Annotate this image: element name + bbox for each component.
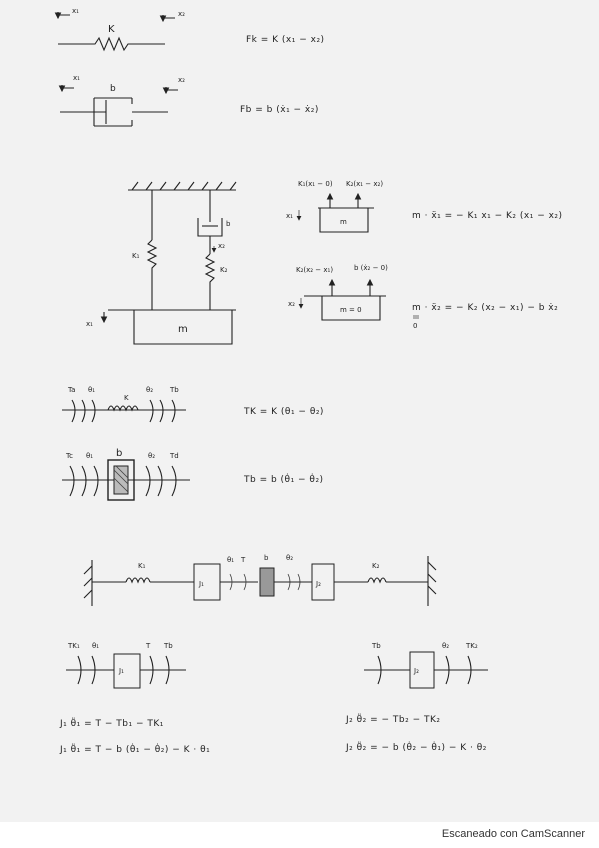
equation-mass-2: m · ẍ₂ = − K₂ (x₂ − x₁) − b ẋ₂ bbox=[412, 303, 559, 313]
damper-x2-label: x₂ bbox=[178, 76, 185, 84]
j1-label: J₁ bbox=[119, 667, 124, 675]
spring-x2-label: x₂ bbox=[178, 10, 185, 18]
damper-b-label: b bbox=[110, 84, 116, 94]
spring-k1-icon bbox=[126, 578, 150, 582]
ceiling-icon bbox=[128, 182, 236, 190]
inertia-j1 bbox=[194, 564, 220, 600]
mass-block bbox=[108, 310, 236, 344]
tb-label: Tb bbox=[164, 642, 173, 650]
b-label: b bbox=[226, 220, 231, 228]
right-wall-icon bbox=[428, 556, 436, 606]
scanner-footer bbox=[0, 822, 599, 848]
spring-k-label: K bbox=[108, 24, 115, 35]
theta2-label: θ₂ bbox=[442, 642, 450, 650]
x1-label: x₁ bbox=[86, 320, 93, 328]
tb-label: Tb bbox=[372, 642, 381, 650]
theta2-label: θ₂ bbox=[146, 386, 154, 394]
fbd2-x2: x₂ bbox=[288, 300, 295, 308]
td-label: Td bbox=[170, 452, 179, 460]
equation-mass-1: m · ẍ₁ = − K₁ x₁ − K₂ (x₁ − x₂) bbox=[412, 211, 563, 221]
theta1-label: θ₁ bbox=[88, 386, 96, 394]
spring-x1-label: x₁ bbox=[72, 7, 79, 15]
j2-label: J₂ bbox=[414, 667, 419, 675]
fbd1-x1: x₁ bbox=[286, 212, 293, 220]
theta2-label: θ₂ bbox=[148, 452, 156, 460]
theta1-label: θ₁ bbox=[86, 452, 94, 460]
k1-label: K₁ bbox=[138, 562, 146, 570]
b-label: b bbox=[116, 448, 123, 459]
fbd2-force-right: b (ẋ₂ − 0) bbox=[354, 264, 388, 272]
mass-system bbox=[86, 180, 563, 344]
theta2-label: θ₂ bbox=[286, 554, 294, 562]
k2-label: K₂ bbox=[372, 562, 380, 570]
j2-equation-2: J₂ θ̈₂ = − b (θ̇₂ − θ̇₁) − K · θ₂ bbox=[346, 743, 487, 753]
m-label: m bbox=[178, 324, 188, 335]
spring-k2-icon bbox=[368, 578, 386, 582]
torsion-spring-icon bbox=[108, 406, 138, 410]
theta1-label: θ₁ bbox=[92, 642, 100, 650]
tb-label: Tb bbox=[170, 386, 179, 394]
spring-k1-icon bbox=[148, 240, 156, 310]
x2-label: x₂ bbox=[218, 242, 225, 250]
fbd-j2 bbox=[345, 642, 488, 753]
scanner-watermark: Escaneado con CamScanner bbox=[441, 828, 585, 840]
t-label: T bbox=[146, 642, 151, 650]
ta-label: Ta bbox=[68, 386, 76, 394]
damper-icon bbox=[260, 568, 274, 596]
j2-equation-1: J₂ θ̈₂ = − Tb₂ − TK₂ bbox=[346, 715, 441, 725]
spring-equation: Fk = K (x₁ − x₂) bbox=[246, 35, 325, 45]
torsion-spring-equation: TK = K (θ₁ − θ₂) bbox=[244, 407, 324, 417]
t-label: T bbox=[241, 556, 246, 564]
tk1-label: TK₁ bbox=[68, 642, 80, 650]
spring-element bbox=[58, 7, 325, 50]
left-wall-icon bbox=[84, 560, 92, 606]
b-label: b bbox=[264, 554, 269, 562]
torsion-damper-equation: Tb = b (θ̇₁ − θ̇₂) bbox=[244, 475, 324, 485]
tk2-label: TK₂ bbox=[466, 642, 478, 650]
spring-icon bbox=[58, 38, 165, 50]
j1-label: J₁ bbox=[199, 580, 204, 588]
fbd1-force-right: K₂(x₁ − x₂) bbox=[346, 180, 384, 188]
torsion-damper bbox=[62, 448, 324, 500]
j1-equation-2: J₁ θ̈₁ = T − b (θ̇₁ − θ̇₂) − K · θ₁ bbox=[60, 745, 211, 755]
equation-mass-2-zero: 0 bbox=[413, 322, 418, 330]
k1-label: K₁ bbox=[132, 252, 140, 260]
spring-k2-icon bbox=[206, 254, 214, 310]
tc-label: Tc bbox=[66, 452, 73, 460]
damper-x1-label: x₁ bbox=[73, 74, 80, 82]
k-label: K bbox=[124, 394, 129, 402]
k2-label: K₂ bbox=[220, 266, 228, 274]
j2-label: J₂ bbox=[316, 580, 321, 588]
rotational-system bbox=[84, 554, 436, 606]
theta1-label: θ₁ bbox=[227, 556, 235, 564]
fbd2-mass: m = 0 bbox=[340, 306, 362, 314]
fbd-j1 bbox=[59, 642, 210, 755]
fbd1-force-left: K₁(x₁ − 0) bbox=[298, 180, 333, 188]
damper-element bbox=[60, 74, 319, 126]
fbd1-mass: m bbox=[340, 218, 347, 226]
damper-icon bbox=[60, 98, 168, 126]
fbd2-force-left: K₂(x₂ − x₁) bbox=[296, 266, 334, 274]
j1-equation-1: J₁ θ̈₁ = T − Tb₁ − TK₁ bbox=[60, 719, 164, 729]
torsion-spring bbox=[62, 386, 324, 422]
damper-equation: Fb = b (ẋ₁ − ẋ₂) bbox=[240, 105, 319, 115]
